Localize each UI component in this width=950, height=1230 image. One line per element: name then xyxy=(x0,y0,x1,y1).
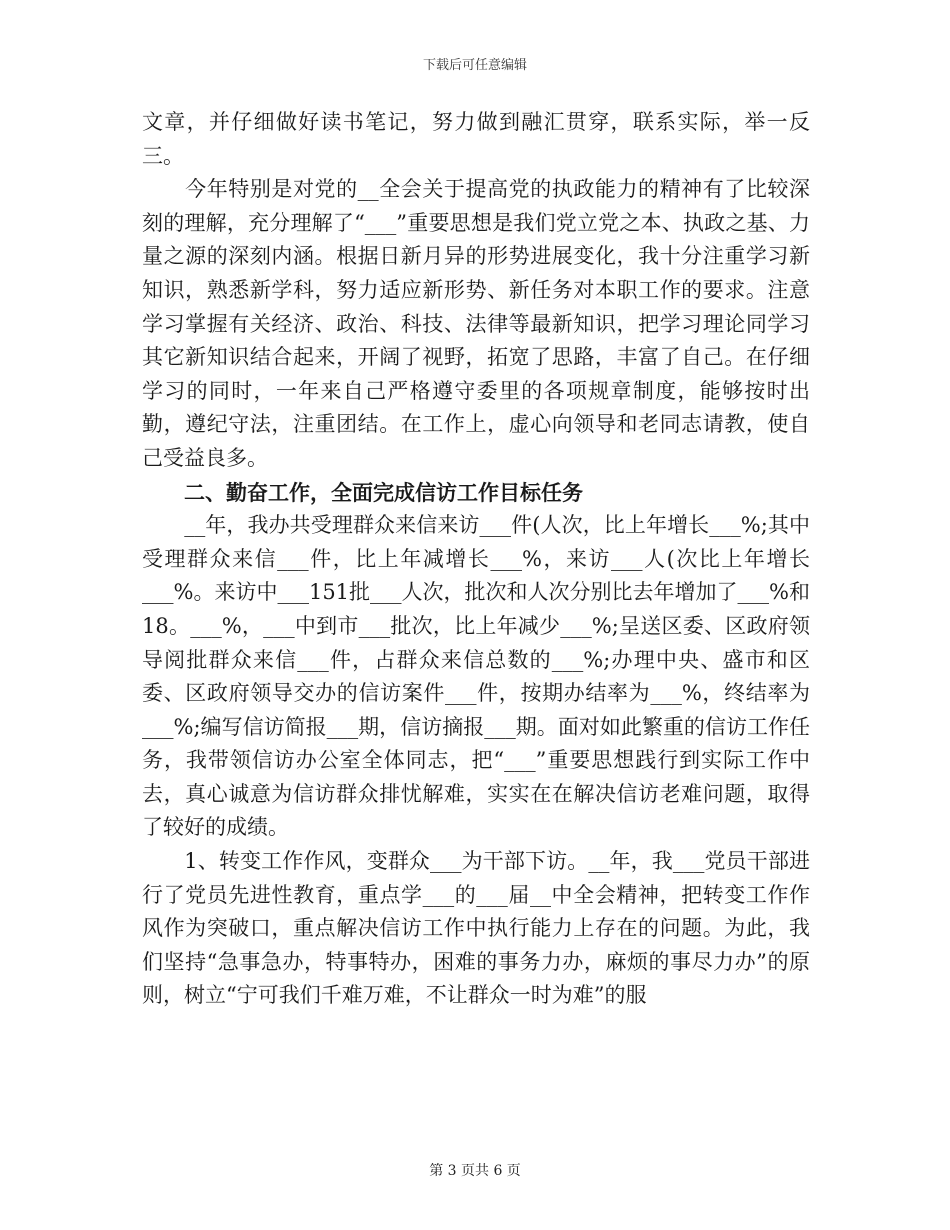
section-heading: 二、勤奋工作，全面完成信访工作目标任务 xyxy=(142,479,583,505)
page-header: 下载后可任意编辑 xyxy=(422,58,527,73)
page-number: 第 3 页共 6 页 xyxy=(429,1163,521,1179)
paragraph-study: 今年特别是对党的__全会关于提高党的执政能力的精神有了比较深刻的理解，充分理解了“___”重要思想是我们党立党之本、执政之基、力量之源的深刻内涵。根据日新月异的形势进展变化，我十分注重学习新知识，熟悉新学科，努力适应新形势、新任务对本职工作的要求。注意学习掌握有关经济、政治、科技、法律等最新知识，把学习理论同学习其它新知识结合起来，开阔了视野，拓宽了思路，丰富了自己。在仔细学习的同时，一年来自己严格遵守委里的各项规章制度，能够按时出勤，遵纪守法，注重团结。在工作上，虚心向领导和老同志请教，使自己受益良多。 xyxy=(142,177,810,470)
document-body xyxy=(142,106,810,1013)
paragraph-continuation: 文章，并仔细做好读书笔记，努力做到融汇贯穿，联系实际，举一反三。 xyxy=(142,110,810,168)
paragraph-work-style: 1、转变工作作风，变群众___为干部下访。__年，我___党员干部进行了党员先进性教育，重点学___的___届__中全会精神，把转变工作作风作为突破口，重点解决信访工作中执行能力上存在的问题。为此，我们坚持“急事急办，特事特办，困难的事务力办，麻烦的事尽力办”的原则，树立“宁可我们千难万难，不让群众一时为难”的服 xyxy=(142,849,810,1008)
paragraph-statistics: __年，我办共受理群众来信来访___件(人次，比上年增长___%;其中受理群众来信___件，比上年减增长___%，来访___人(次比上年增长___%。来访中___151批___人次，批次和人次分别比去年增加了___%和18。___%，___中到市___批次，比上年减少___%;呈送区委、区政府领导阅批群众来信___件，占群众来信总数的___%;办理中央、盛市和区委、区政府领导交办的信访案件___件，按期办结率为___%，终结率为___%;编写信访简报___期，信访摘报___期。面对如此繁重的信访工作任务，我带领信访办公室全体同志，把“___”重要思想践行到实际工作中去，真心诚意为信访群众排忧解难，实实在在解决信访老难问题，取得了较好的成绩。 xyxy=(142,513,810,840)
